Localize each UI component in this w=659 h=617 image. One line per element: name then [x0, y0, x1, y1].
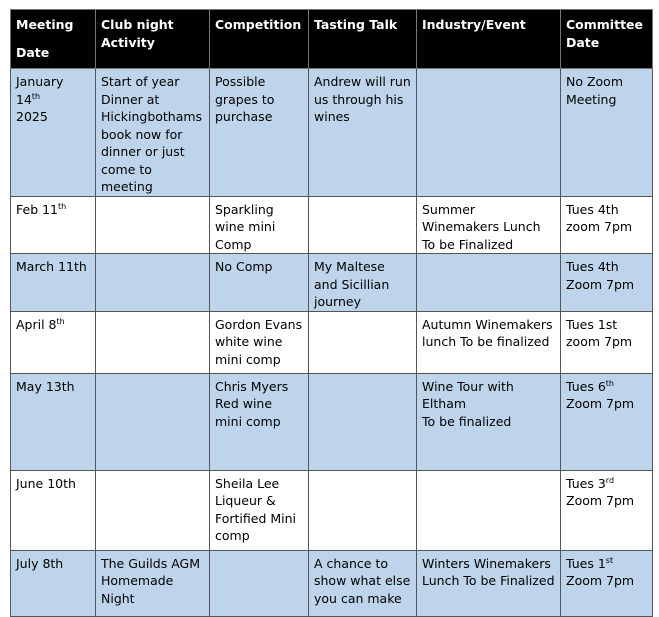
- industry-event-cell: [417, 254, 561, 312]
- date-text: July 8th: [16, 555, 64, 571]
- meeting-date-cell: [11, 470, 96, 550]
- competition-cell: No Comp: [210, 254, 309, 312]
- committee-suffix: Zoom 7pm: [566, 493, 635, 508]
- date-sup: th: [31, 91, 41, 101]
- committee-date-cell: [561, 550, 653, 616]
- date-text: January 14: [16, 74, 64, 107]
- date-text: April 8: [16, 316, 57, 332]
- header-meeting-date: [11, 10, 96, 69]
- committee-text: Tues 4th Zoom 7pm: [566, 259, 635, 292]
- header-row: [11, 10, 653, 69]
- committee-sup: th: [605, 378, 615, 388]
- activity-cell: Start of year Dinner at Hickingbothams book now for dinner or just come to meeting: [96, 69, 210, 197]
- date-suffix: 2025: [16, 109, 48, 124]
- header-industry-event: Industry/Event: [417, 10, 561, 69]
- competition-cell: Sparkling wine mini Comp: [210, 196, 309, 254]
- tasting-talk-cell: Andrew will run us through his wines: [309, 69, 417, 197]
- meeting-date-cell: [11, 196, 96, 254]
- committee-text: Tues 3: [566, 475, 606, 491]
- table-row: [11, 69, 653, 197]
- date-sup: th: [56, 316, 65, 326]
- competition-cell: Sheila Lee Liqueur & Fortified Mini comp: [210, 470, 309, 550]
- committee-text: No Zoom Meeting: [566, 74, 624, 107]
- meeting-date-cell: [11, 550, 96, 616]
- header-committee-date: Committee Date: [561, 10, 653, 69]
- meeting-date-cell: [11, 311, 96, 373]
- date-text: June 10th: [16, 475, 76, 491]
- tasting-talk-cell: A chance to show what else you can make: [309, 550, 417, 616]
- committee-date-cell: [561, 196, 653, 254]
- activity-cell: [96, 470, 210, 550]
- header-meeting-label: Meeting: [16, 17, 74, 32]
- industry-event-cell: [417, 470, 561, 550]
- table-row: [11, 373, 653, 470]
- header-competition: Competition: [210, 10, 309, 69]
- committee-sup: st: [605, 555, 614, 565]
- meeting-date-cell: [11, 69, 96, 197]
- tasting-talk-cell: My Maltese and Sicillian journey: [309, 254, 417, 312]
- committee-sup: rd: [605, 475, 615, 485]
- activity-cell: [96, 196, 210, 254]
- industry-event-cell: Autumn Winemakers lunch To be finalized: [417, 311, 561, 373]
- committee-text: Tues 6: [566, 378, 606, 394]
- table-row: [11, 470, 653, 550]
- tasting-talk-cell: [309, 373, 417, 470]
- competition-cell: Chris Myers Red wine mini comp: [210, 373, 309, 470]
- committee-date-cell: [561, 311, 653, 373]
- competition-cell: [210, 550, 309, 616]
- schedule-table: [10, 9, 653, 617]
- committee-text: Tues 1st zoom 7pm: [566, 316, 633, 349]
- industry-event-cell: Winters Winemakers Lunch To be Finalized: [417, 550, 561, 616]
- table-row: [11, 550, 653, 616]
- activity-cell: [96, 373, 210, 470]
- date-sup: th: [58, 201, 67, 211]
- committee-suffix: Zoom 7pm: [566, 396, 635, 411]
- meeting-date-cell: [11, 373, 96, 470]
- schedule-table-wrapper: [10, 9, 652, 617]
- competition-cell: Gordon Evans white wine mini comp: [210, 311, 309, 373]
- header-club-night-activity: Club night Activity: [96, 10, 210, 69]
- committee-text: Tues 1: [566, 555, 606, 571]
- committee-date-cell: [561, 373, 653, 470]
- industry-event-cell: Wine Tour with Eltham To be finalized: [417, 373, 561, 470]
- date-text: March 11th: [16, 259, 87, 274]
- meeting-date-cell: [11, 254, 96, 312]
- table-row: [11, 311, 653, 373]
- date-text: Feb 11: [16, 201, 59, 217]
- committee-date-cell: [561, 254, 653, 312]
- table-row: [11, 254, 653, 312]
- committee-date-cell: [561, 470, 653, 550]
- header-tasting-talk: Tasting Talk: [309, 10, 417, 69]
- activity-cell: [96, 254, 210, 312]
- tasting-talk-cell: [309, 311, 417, 373]
- tasting-talk-cell: [309, 196, 417, 254]
- competition-cell: Possible grapes to purchase: [210, 69, 309, 197]
- industry-event-cell: [417, 69, 561, 197]
- committee-suffix: Zoom 7pm: [566, 573, 635, 588]
- tasting-talk-cell: [309, 470, 417, 550]
- activity-cell: [96, 311, 210, 373]
- date-text: May 13th: [16, 378, 75, 394]
- activity-cell: The Guilds AGM Homemade Night: [96, 550, 210, 616]
- committee-date-cell: [561, 69, 653, 197]
- table-row: [11, 196, 653, 254]
- committee-text: Tues 4th zoom 7pm: [566, 201, 633, 234]
- header-date-label: Date: [16, 44, 50, 60]
- industry-event-cell: Summer Winemakers Lunch To be Finalized: [417, 196, 561, 254]
